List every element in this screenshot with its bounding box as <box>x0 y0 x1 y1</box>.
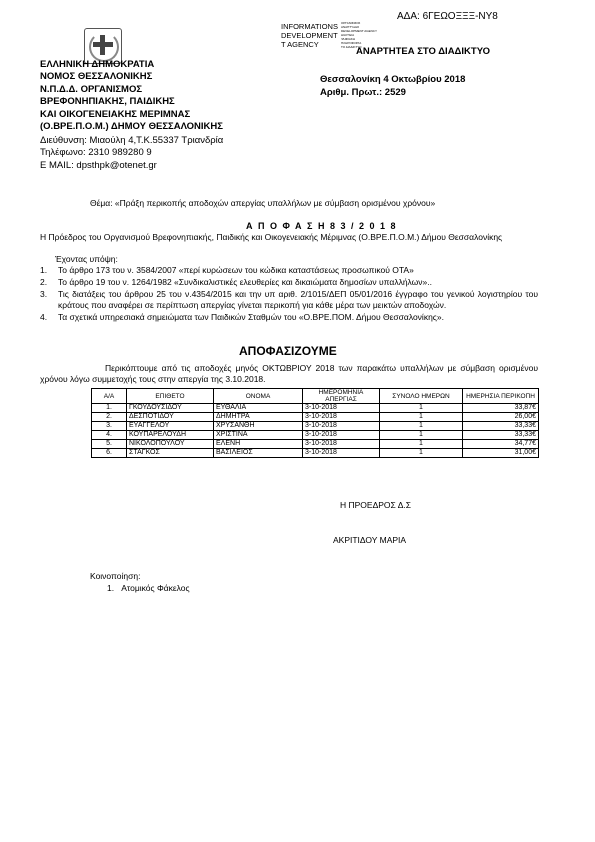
header-line: ΝΟΜΟΣ ΘΕΣΣΑΛΟΝΙΚΗΣ <box>40 71 153 83</box>
subject-line: Θέμα: «Πράξη περικοπής αποδοχών απεργίας υπαλλήλων με σύμβαση ορισμένου χρόνου» <box>90 198 436 208</box>
logo-line: INFORMATIONS <box>281 22 338 31</box>
phone: Τηλέφωνο: 2310 989280 9 <box>40 147 152 159</box>
logo-fine-line: ΑΝΑΠΤΥΞΗΣ <box>341 25 360 29</box>
table-row: 2. ΔΕΣΠΟΤΙΔΟΥ ΔΗΜΗΤΡΑ 3-10-2018 1 26,00€ <box>92 413 539 422</box>
diavgeia-logo-text <box>281 22 338 49</box>
table-header-row <box>92 389 539 404</box>
decision-title: Α Π Ο Φ Α Σ Η 8 3 / 2 0 1 8 <box>246 221 397 231</box>
having-label: Έχοντας υπόψη: <box>55 254 118 264</box>
logo-fine-line: ΤΟ ΔΙΑΔΙΚΤΥΟ <box>341 45 362 49</box>
logo-line: T AGENCY <box>281 40 319 49</box>
header-line: Ν.Π.Δ.Δ. ΟΡΓΑΝΙΣΜΟΣ <box>40 83 143 95</box>
deductions-table <box>91 388 539 458</box>
table-row: 5. ΝΙΚΟΛΟΠΟΥΛΟΥ ΕΛΕΝΗ 3-10-2018 1 34,77€ <box>92 440 539 449</box>
logo-fine-line: ΠΛΗΡΟΦΟΡΙΑ <box>341 41 362 45</box>
logo-fine-line: ΟΡΓΑΝΙΣΜΟΣ <box>341 21 361 25</box>
diavgeia-logo-fine <box>341 21 377 49</box>
intro-paragraph: Η Πρόεδρος του Οργανισμού Βρεφονηπιακής, Παιδικής και Οικογενειακής Μέριμνας (Ο.ΒΡΕ.Π.Ο.Μ.) Δήμου Θεσσαλονίκης <box>40 232 503 242</box>
signatory-title: Η ΠΡΟΕΔΡΟΣ Δ.Σ <box>340 500 411 510</box>
header-line: (Ο.ΒΡΕ.Π.Ο.Μ.) ΔΗΜΟΥ ΘΕΣΣΑΛΟΝΙΚΗΣ <box>40 121 223 133</box>
considerations-list <box>40 265 538 324</box>
logo-fine-line: DEVELOPMENT AGENCY <box>341 29 377 33</box>
signatory-name: ΑΚΡΙΤΙΔΟΥ ΜΑΡΙΑ <box>333 535 407 545</box>
table-row: 6. ΣΤΑΓΚΟΣ ΒΑΣΙΛΕΙΟΣ 3-10-2018 1 31,00€ <box>92 449 539 458</box>
ada-code: ΑΔΑ: 6ΓΕΩΟΞΞΞ-ΝΥ8 <box>397 11 498 22</box>
issuer-header <box>40 59 223 133</box>
contact-block <box>40 135 223 172</box>
col-header: ΕΠΙΘΕΤΟ <box>127 389 214 404</box>
table-row: 3. ΕΥΑΓΓΕΛΟΥ ΧΡΥΣΑΝΘΗ 3-10-2018 1 33,33€ <box>92 422 539 431</box>
table-row: 1. ΓΚΟΥΔΟΥΣΙΔΟΥ ΕΥΘΑΛΙΑ 3-10-2018 1 33,87€ <box>92 404 539 413</box>
email: E MAIL: dpsthpk@otenet.gr <box>40 159 157 171</box>
list-item: 2. Το άρθρο 19 του ν. 1264/1982 «Συνδικαλιστικές ελευθερίες και δικαιώματα δημοσίων υπαλλήλων».. <box>40 277 433 287</box>
list-item: 3. Τις διατάξεις του άρθρου 25 του ν.4354/2015 και την υπ αριθ. 2/1015/ΔΕΠ 05/01/2016 έγγραφο του γενικού λογιστηρίου του κράτους που αναφέρει σε περίπτωση απεργίας γίνεται περικοπή για κάθε μέρα των μεικτών αποδοχών. <box>40 289 538 310</box>
date-block <box>320 74 465 99</box>
header-line: ΕΛΛΗΝΙΚΗ ΔΗΜΟΚΡΑΤΙΑ <box>40 59 155 70</box>
notification-item: 1. Ατομικός Φάκελος <box>107 583 190 593</box>
col-header: ΣΥΝΟΛΟ ΗΜΕΡΩΝ <box>380 389 463 404</box>
list-item: 4. Τα σχετικά υπηρεσιακά σημειώματα των Παιδικών Σταθμών του «Ο.ΒΡΕ.ΠΟΜ. Δήμου Θεσσαλονίκης». <box>40 312 444 322</box>
header-line: ΒΡΕΦΟΝΗΠΙΑΚΗΣ, ΠΑΙΔΙΚΗΣ <box>40 96 175 108</box>
col-header: Α/Α <box>92 389 127 404</box>
col-header: ΟΝΟΜΑ <box>214 389 303 404</box>
col-header: ΗΜΕΡΗΣΙΑ ΠΕΡΙΚΟΠΗ <box>463 389 539 404</box>
notification-label: Κοινοποίηση: <box>90 571 141 581</box>
decision-body: Περικόπτουμε από τις αποδοχές μηνός ΟΚΤΩΒΡΙΟΥ 2018 των παρακάτω υπαλλήλων με σύμβαση ορισμένου χρόνου λόγω συμμετοχής τους στην απεργία της 3.10.2018. <box>40 363 538 384</box>
logo-line: DEVELOPMENT <box>281 31 338 40</box>
logo-fine-line: ΔΙΑΥΓΕΙΑ <box>341 33 355 37</box>
decide-heading: ΑΠΟΦΑΣΙΖΟΥΜΕ <box>239 344 337 358</box>
post-online-label: ΑΝΑΡΤΗΤΕΑ ΣΤΟ ΔΙΑΔΙΚΤΥΟ <box>356 46 491 57</box>
logo-fine-line: ΨΗΦΙΑΚΗ <box>341 37 356 41</box>
list-item: 1. Το άρθρο 173 του ν. 3584/2007 «περί κυρώσεων του κώδικα καταστάσεως προσωπικού ΟΤΑ» <box>40 265 414 275</box>
header-line: ΚΑΙ ΟΙΚΟΓΕΝΕΙΑΚΗΣ ΜΕΡΙΜΝΑΣ <box>40 108 191 120</box>
place-date: Θεσσαλονίκη 4 Οκτωβρίου 2018 <box>320 74 466 85</box>
col-header: ΗΜΕΡΟΜΗΝΙΑ ΑΠΕΡΓΙΑΣ <box>303 389 380 404</box>
protocol-number: Αριθμ. Πρωτ.: 2529 <box>320 86 406 98</box>
address: Διεύθυνση: Μιαούλη 4,Τ.Κ.55337 Τριανδρία <box>40 135 224 146</box>
table-row: 4. ΚΟΥΠΑΡΕΛΟΥΔΗ ΧΡΙΣΤΙΝΑ 3-10-2018 1 33,33€ <box>92 431 539 440</box>
